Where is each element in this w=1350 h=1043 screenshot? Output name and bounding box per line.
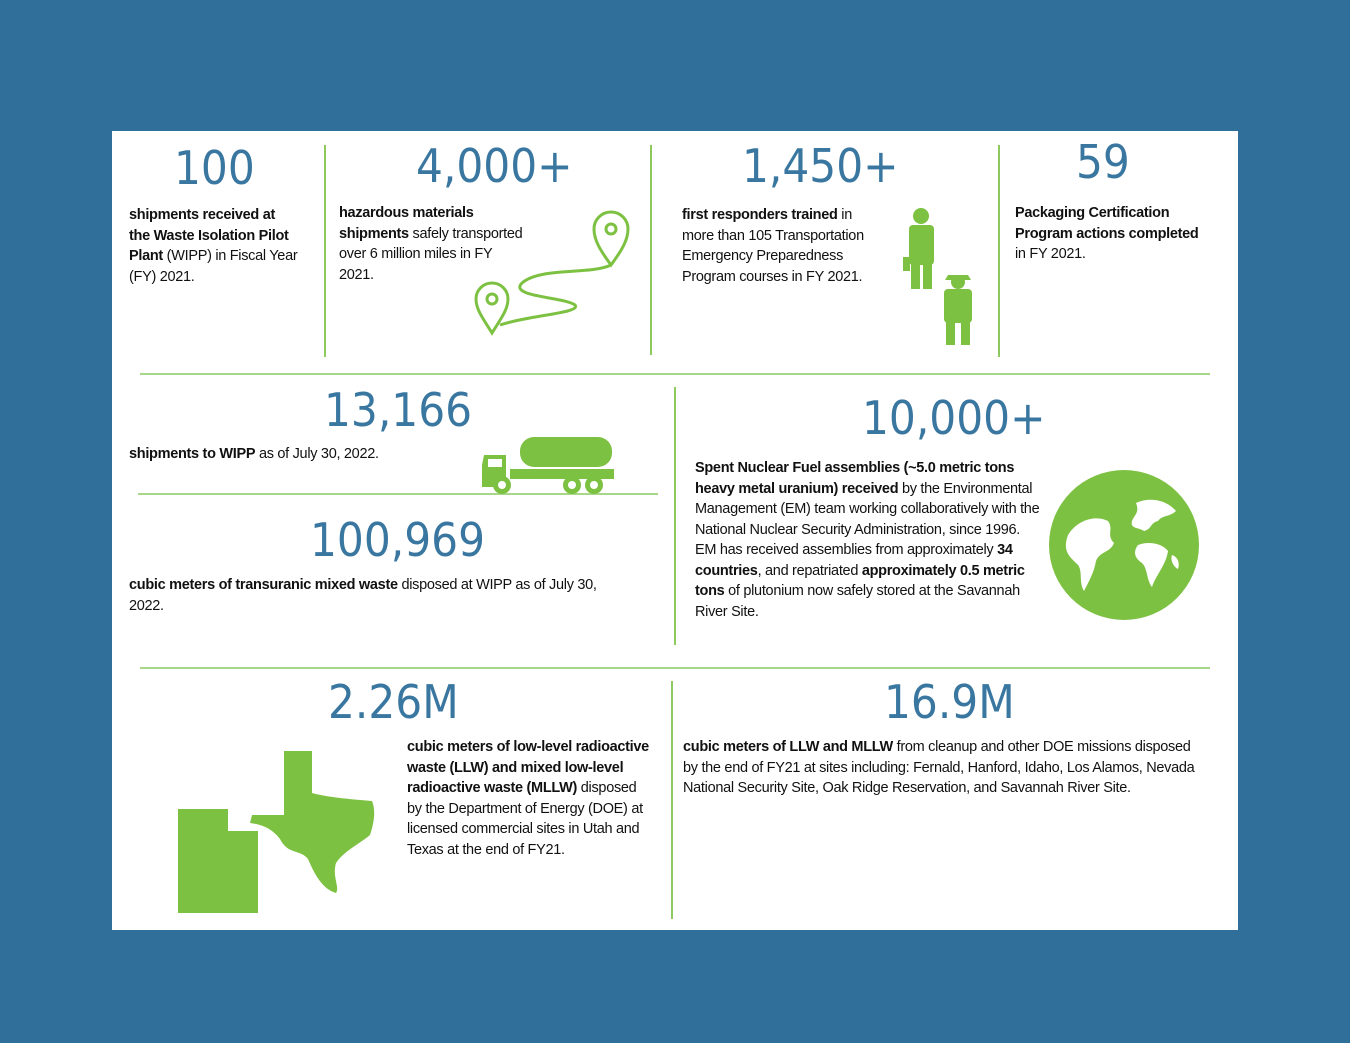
stat-number: 10,000+ xyxy=(862,391,1046,445)
stat-description: cubic meters of LLW and MLLW from cleanup and other DOE missions disposed by the end of FY21 at sites including: Fernald, Hanford, Idaho, Los Alamos, Nevada National Security Site, Oak Ridge Reservation, and Savannah River Site. xyxy=(683,739,1195,796)
stat-number: 1,450+ xyxy=(742,139,899,193)
divider xyxy=(650,145,652,355)
stat-description: shipments to WIPP as of July 30, 2022. xyxy=(129,446,379,462)
stat-number: 100 xyxy=(174,141,255,195)
tanker-truck-icon xyxy=(480,433,616,495)
divider xyxy=(674,387,676,645)
stat-description: hazardous materials shipments safely transported over 6 million miles in FY 2021. xyxy=(339,205,523,283)
divider xyxy=(140,373,1210,375)
divider xyxy=(998,145,1000,357)
divider xyxy=(140,667,1210,669)
utah-texas-map-icon xyxy=(176,749,378,917)
stat-number: 59 xyxy=(1076,135,1130,189)
stat-description: Packaging Certification Program actions completed in FY 2021. xyxy=(1015,205,1199,262)
infographic-panel xyxy=(112,131,1238,930)
stat-number: 13,166 xyxy=(324,383,473,437)
first-responders-icon xyxy=(900,207,980,349)
stat-description: cubic meters of transuranic mixed waste disposed at WIPP as of July 30, 2022. xyxy=(129,577,597,614)
globe-icon xyxy=(1048,469,1200,621)
route-map-pins-icon xyxy=(470,205,635,340)
stat-number: 16.9M xyxy=(884,675,1015,729)
stat-description: cubic meters of low-level radioactive waste (LLW) and mixed low-level radioactive waste (MLLW) disposed by the Department of Energy (DOE) at licensed commercial sites in Utah and Texas at the end of FY21. xyxy=(407,739,649,858)
divider xyxy=(671,681,673,919)
stat-description: first responders trained in more than 105 Transportation Emergency Preparedness Program courses in FY 2021. xyxy=(682,207,864,285)
stat-number: 100,969 xyxy=(310,513,486,567)
stat-description: Spent Nuclear Fuel assemblies (~5.0 metric tons heavy metal uranium) received by the Environmental Management (EM) team working collaboratively with the National Nuclear Security Administration, since 1996. EM has received assemblies from approximately 34 countries, and repatriated approximately 0.5 metric tons of plutonium now safely stored at the Savannah River Site. xyxy=(695,460,1040,620)
stat-number: 2.26M xyxy=(328,675,459,729)
divider xyxy=(324,145,326,357)
stat-description: shipments received at the Waste Isolation Pilot Plant (WIPP) in Fiscal Year (FY) 2021. xyxy=(129,207,298,285)
stat-number: 4,000+ xyxy=(416,139,573,193)
